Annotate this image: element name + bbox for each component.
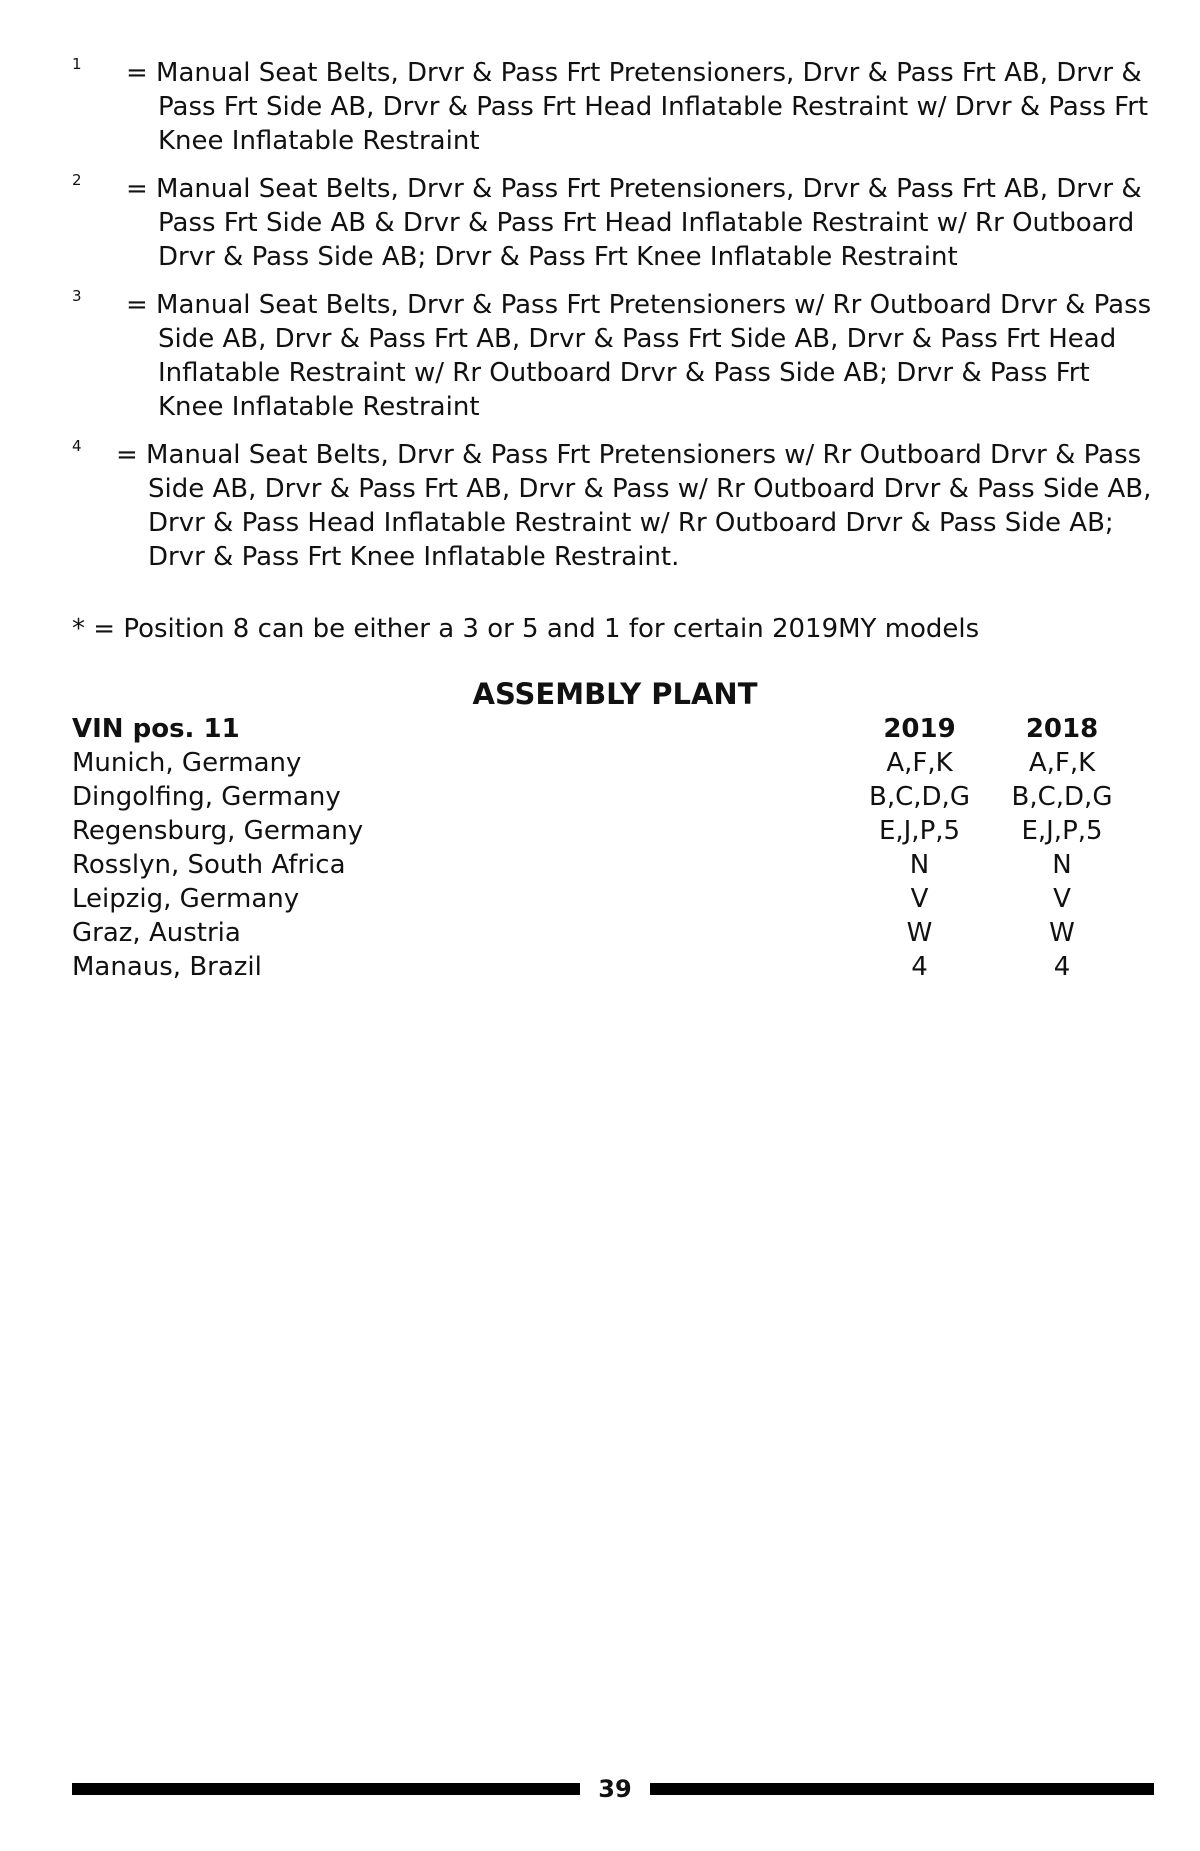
plant-code-2019: V [910, 884, 929, 914]
plant-code-2019: E,J,P,5 [878, 816, 961, 846]
table-row [72, 882, 1137, 916]
header-vin-pos: VIN pos. 11 [72, 714, 240, 744]
footnote-4 [72, 438, 1162, 574]
footnote-marker: 2 [72, 171, 82, 189]
footnote-3 [72, 288, 1162, 424]
plant-name: Leipzig, Germany [72, 884, 300, 914]
plant-code-2018: A,F,K [1028, 748, 1096, 778]
plant-code-2019: N [909, 850, 930, 880]
asterisk-note: * = Position 8 can be either a 3 or 5 and 1 for certain 2019MY models [72, 614, 980, 644]
plant-code-2018: 4 [1053, 952, 1071, 982]
plant-name: Manaus, Brazil [72, 952, 262, 982]
plant-code-2018: B,C,D,G [1011, 782, 1113, 812]
footnote-2 [72, 172, 1162, 274]
plant-code-2018: N [1052, 850, 1072, 880]
footnote-text: = Manual Seat Belts, Drvr & Pass Frt Pretensioners, Drvr & Pass Frt AB, Drvr & Pass Frt Side AB & Drvr & Pass Frt Head Inflatable Restraint w/ Rr Outboard Drvr & Pass Side AB; Drvr & Pass Frt Knee Inflatable Restraint [126, 174, 1142, 272]
table-row [72, 916, 1137, 950]
plant-code-2019: B,C,D,G [869, 782, 970, 812]
plant-name: Munich, Germany [72, 748, 302, 778]
plant-name: Regensburg, Germany [72, 816, 364, 846]
footnote-marker: 4 [72, 437, 82, 455]
plant-code-2019: A,F,K [886, 748, 953, 778]
table-row [72, 814, 1137, 848]
page-number: 39 [598, 1775, 632, 1803]
footnote-text: = Manual Seat Belts, Drvr & Pass Frt Pretensioners, Drvr & Pass Frt AB, Drvr & Pass Frt Side AB, Drvr & Pass Frt Head Inflatable Restraint w/ Drvr & Pass Frt Knee Inflatable Restraint [126, 58, 1149, 156]
footnote-marker: 1 [72, 55, 82, 73]
plant-name: Graz, Austria [72, 918, 241, 948]
footer-rule-right [650, 1783, 1154, 1795]
plant-name: Rosslyn, South Africa [72, 850, 346, 880]
footnote-text: = Manual Seat Belts, Drvr & Pass Frt Pretensioners w/ Rr Outboard Drvr & Pass Side AB, Drvr & Pass Frt AB, Drvr & Pass Frt Side AB, Drvr & Pass Frt Head Inflatable Restraint w/ Rr Outboard Drvr & Pass Side AB; Drvr & Pass Frt Knee Inflatable Restraint [126, 290, 1152, 422]
header-year-2019: 2019 [883, 714, 956, 744]
plant-code-2019: 4 [911, 952, 928, 982]
footnote-marker: 3 [72, 287, 82, 305]
table-row [72, 950, 1137, 984]
header-year-2018: 2018 [1025, 714, 1099, 744]
footnote-text: = Manual Seat Belts, Drvr & Pass Frt Pretensioners w/ Rr Outboard Drvr & Pass Side AB, Drvr & Pass Frt AB, Drvr & Pass w/ Rr Outboard Drvr & Pass Side AB, Drvr & Pass Head Inflatable Restraint w/ Rr Outboard Drvr & Pass Side AB; Drvr & Pass Frt Knee Inflatable Restraint. [116, 440, 1152, 572]
plant-code-2018: V [1053, 884, 1071, 914]
footer-rule-left [72, 1783, 580, 1795]
table-row [72, 780, 1137, 814]
assembly-plant-table [72, 712, 1137, 984]
plant-name: Dingolfing, Germany [72, 782, 341, 812]
plant-code-2018: E,J,P,5 [1021, 816, 1103, 846]
table-row [72, 746, 1137, 780]
table-header-row [72, 712, 1137, 746]
assembly-plant-title: ASSEMBLY PLANT [472, 677, 758, 711]
plant-code-2018: W [1049, 918, 1075, 948]
footnote-1 [72, 56, 1162, 158]
footnotes-section [72, 56, 1162, 588]
table-row [72, 848, 1137, 882]
plant-code-2019: W [906, 918, 933, 948]
